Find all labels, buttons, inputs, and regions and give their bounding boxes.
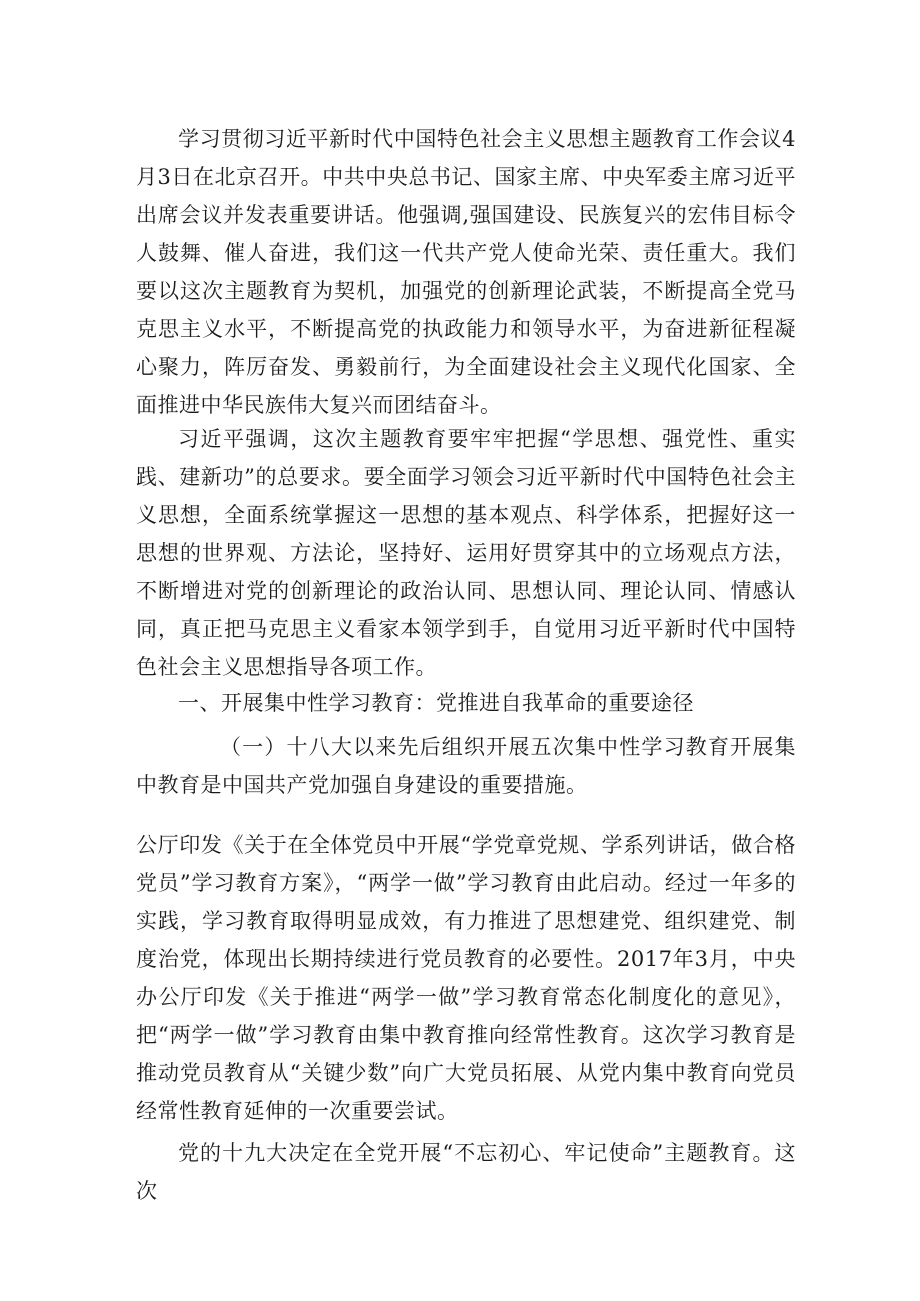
paragraph-nineteenth-congress: 党的十九大决定在全党开展“不忘初心、牢记使命”主题教育。这次 [136,1141,796,1203]
subsection-heading-1: （一）十八大以来先后组织开展五次集中性学习教育开展集中教育是中国共产党加强自身建设的重要措施。 [136,735,796,797]
paragraph-two-learn-one-do: 公厅印发《关于在全体党员中开展“学党章党规、学系列讲话，做合格党员”学习教育方案》，“两学一做”学习教育由此启动。经过一年多的实践，学习教育取得明显成效，有力推进了思想建党、组织建党、制度治党，体现出长期持续进行党员教育的必要性。2017年3月，中央办公厅印发《关于推进“两学一做”学习教育常态化制度化的意见》，把“两学一做”学习教育由集中教育推向经常性教育。这次学习教育是推动党员教育从“关键少数”向广大党员拓展、从党内集中教育向党员经常性教育延伸的一次重要尝试。 [136,833,796,1123]
paragraph-general-requirements: 习近平强调，这次主题教育要牢牢把握“学思想、强党性、重实践、建新功”的总要求。要全面学习领会习近平新时代中国特色社会主义思想，全面系统掌握这一思想的基本观点、科学体系，把握好这一思想的世界观、方法论，坚持好、运用好贯穿其中的立场观点方法，不断增进对党的创新理论的政治认同、思想认同、理论认同、情感认同，真正把马克思主义看家本领学到手，自觉用习近平新时代中国特色社会主义思想指导各项工作。 [136,427,796,679]
section-heading-1: 一、开展集中性学习教育：党推进自我革命的重要途径 [178,691,694,715]
paragraph-meeting-intro: 学习贯彻习近平新时代中国特色社会主义思想主题教育工作会议4月3日在北京召开。中共中央总书记、国家主席、中央军委主席习近平出席会议并发表重要讲话。他强调,强国建设、民族复兴的宏伟目标令人鼓舞、催人奋进，我们这一代共产党人使命光荣、责任重大。我们要以这次主题教育为契机，加强党的创新理论武装，不断提高全党马克思主义水平，不断提高党的执政能力和领导水平，为奋进新征程凝心聚力，阵厉奋发、勇毅前行，为全面建设社会主义现代化国家、全面推进中华民族伟大复兴而团结奋斗。 [136,127,796,417]
